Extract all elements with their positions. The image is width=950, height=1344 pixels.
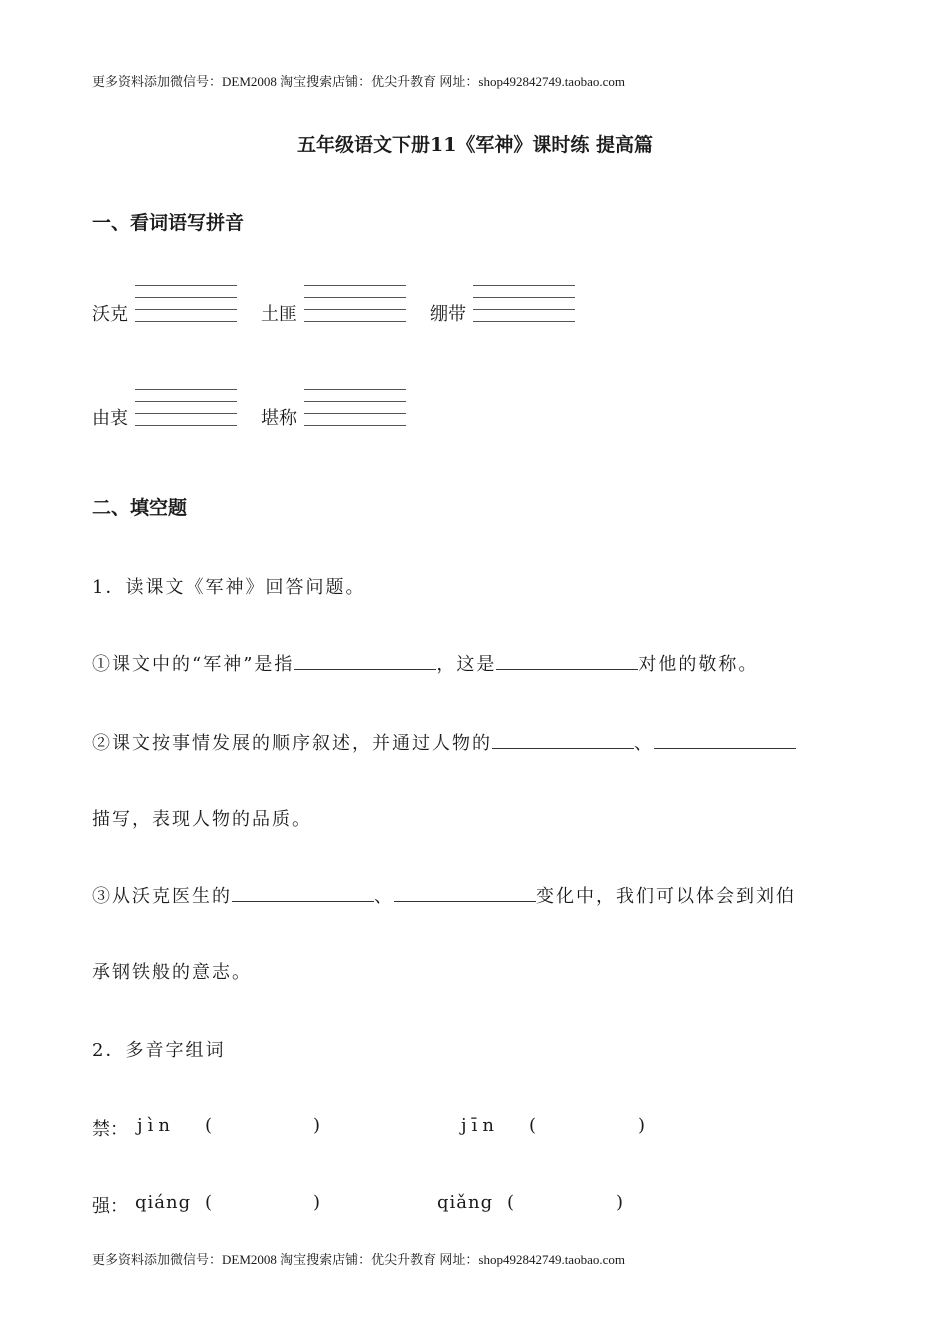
question-1-item-1: ①课文中的“军神”是指 ，这是 对他的敬称。 [92,654,759,675]
question-1-prompt: 1．读课文《军神》回答问题。 [92,577,366,598]
pinyin-writing-lines [135,285,237,321]
answer-blank[interactable] [492,732,634,749]
question-1-item-2-cont: 描写，表现人物的品质。 [92,809,312,830]
polyphone-char: 强： [92,1196,128,1217]
section1-heading: 一、看词语写拼音 [92,212,245,234]
open-paren: ( [507,1192,515,1213]
polyphone-char: 禁： [92,1119,128,1140]
open-paren: ( [529,1115,537,1136]
answer-blank[interactable] [496,653,638,670]
question-1-item-3-cont: 承钢铁般的意志。 [92,962,252,983]
pinyin-label: jìn [137,1115,175,1136]
close-paren: ) [616,1192,624,1213]
section2-heading: 二、填空题 [92,497,188,519]
open-paren: ( [205,1115,213,1136]
pinyin-label: jīn [461,1115,499,1136]
question-1-item-3: ③从沃克医生的 、 变化中，我们可以体会到刘伯 [92,886,796,907]
close-paren: ) [313,1192,321,1213]
page-title: 五年级语文下册11《军神》课时练 提高篇 [296,134,654,156]
pinyin-label: qiǎng [437,1192,494,1213]
page-header-note: 更多资料添加微信号：DEM2008 淘宝搜索店铺：优尖升教育 网址：shop492842749.taobao.com [92,74,625,89]
close-paren: ) [638,1115,646,1136]
answer-blank[interactable] [654,732,796,749]
open-paren: ( [205,1192,213,1213]
page-footer-note: 更多资料添加微信号：DEM2008 淘宝搜索店铺：优尖升教育 网址：shop492842749.taobao.com [92,1252,625,1267]
answer-blank[interactable] [232,885,374,902]
word-item: 堪称 [261,408,297,429]
word-item: 土匪 [261,304,297,325]
question-1-item-2: ②课文按事情发展的顺序叙述，并通过人物的 、 [92,729,796,755]
answer-blank[interactable] [394,885,536,902]
question-2-prompt: 2．多音字组词 [92,1040,226,1061]
pinyin-writing-lines [304,285,406,321]
close-paren: ) [313,1115,321,1136]
word-item: 绷带 [430,304,466,325]
pinyin-writing-lines [135,389,237,425]
word-item: 由衷 [92,408,128,429]
pinyin-writing-lines [304,389,406,425]
word-item: 沃克 [92,304,128,325]
pinyin-label: qiáng [135,1192,192,1213]
pinyin-writing-lines [473,285,575,321]
answer-blank[interactable] [294,653,436,670]
